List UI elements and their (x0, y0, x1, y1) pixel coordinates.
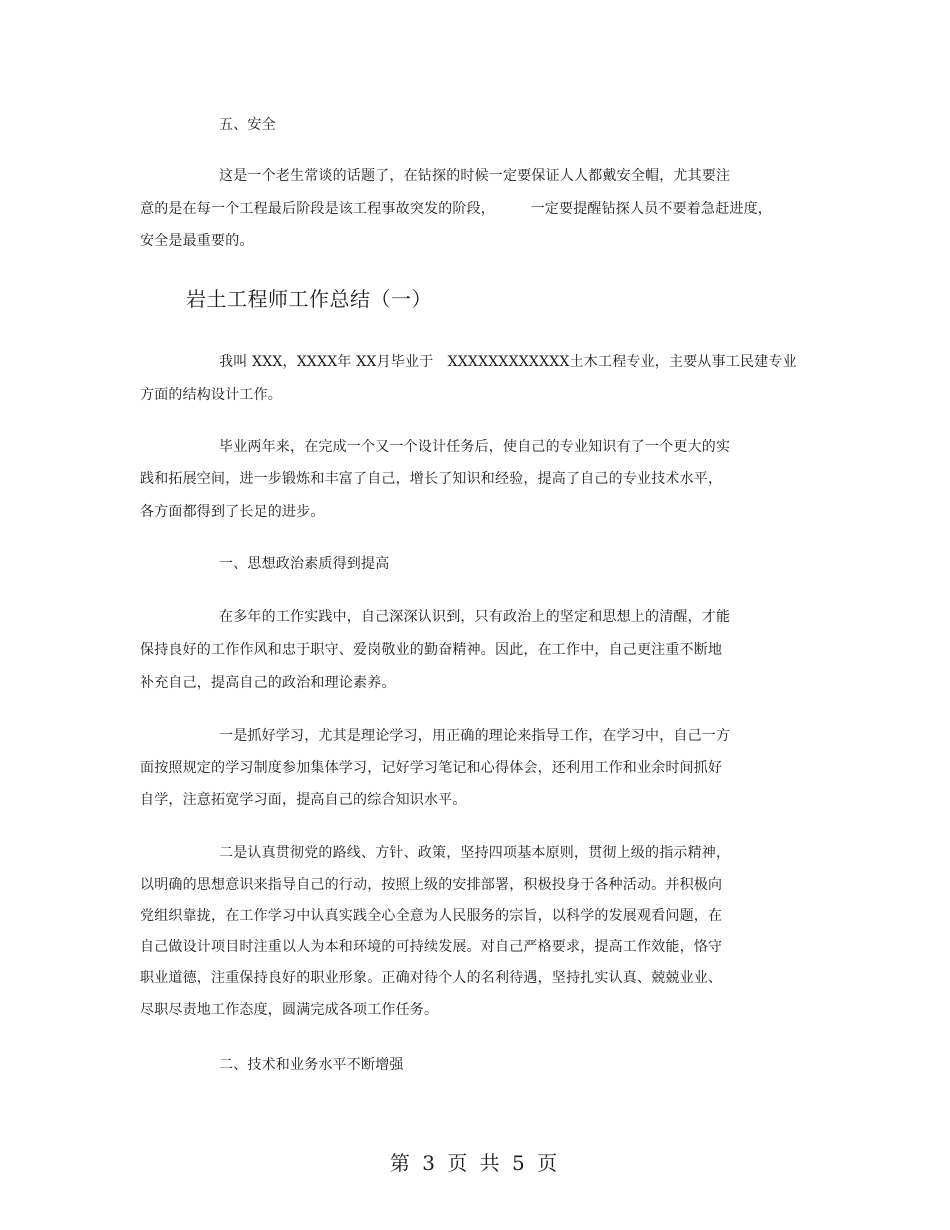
paragraph-line: 践和拓展空间，进一步锻炼和丰富了自己，增长了知识和经验，提高了自己的专业技术水平， (140, 471, 723, 487)
paragraph-line: 毕业两年来，在完成一个又一个设计任务后，使自己的专业知识有了一个更大的实 (219, 439, 731, 455)
paragraph-line: 保持良好的工作作风和忠于职守、爱岗敬业的勤奋精神。因此，在工作中，自己更注重不断地 (140, 642, 723, 658)
page-number-footer: 第 3 页 共 5 页 (389, 1151, 561, 1175)
paragraph-line: 意的是在每一个工程最后阶段是该工程事故突发的阶段， 一定要提醒钻探人员不要着急赶进度， (140, 201, 772, 217)
paragraph-line: 方面的结构设计工作。 (140, 387, 282, 403)
paragraph-line: 补充自己，提高自己的政治和理论素养。 (140, 675, 396, 691)
paragraph-line: 我叫 XXX，XXXX年 XX月毕业于 XXXXXXXXXXXX土木工程专业，主要从事工民建专业 (219, 354, 797, 370)
paragraph-line: 各方面都得到了长足的进步。 (140, 504, 325, 520)
paragraph-line: 一是抓好学习，尤其是理论学习，用正确的理论来指导工作，在学习中，自己一方 (219, 728, 731, 744)
paragraph-line: 自己做设计项目时注重以人为本和环境的可持续发展。对自己严格要求，提高工作效能，恪守 (140, 939, 723, 955)
subsection-title-technical: 二、技术和业务水平不断增强 (219, 1057, 404, 1073)
paragraph-line: 安全是最重要的。 (140, 233, 254, 249)
paragraph-line: 面按照规定的学习制度参加集体学习，记好学习笔记和心得体会，还利用工作和业余时间抓好 (140, 760, 723, 776)
paragraph-line: 在多年的工作实践中，自己深深认识到，只有政治上的坚定和思想上的清醒，才能 (219, 609, 731, 625)
document-heading: 岩土工程师工作总结（一） (186, 287, 432, 311)
paragraph-line: 这是一个老生常谈的话题了，在钻探的时候一定要保证人人都戴安全帽，尤其要注 (219, 168, 731, 184)
paragraph-line: 二是认真贯彻党的路线、方针、政策，坚持四项基本原则，贯彻上级的指示精神， (219, 845, 731, 861)
section-title-safety: 五、安全 (219, 117, 276, 133)
paragraph-line: 以明确的思想意识来指导自己的行动，按照上级的安排部署，积极投身于各种活动。并积极向 (140, 877, 723, 893)
paragraph-line: 自学，注意拓宽学习面，提高自己的综合知识水平。 (140, 792, 467, 808)
subsection-title-politics: 一、思想政治素质得到提高 (219, 556, 390, 572)
paragraph-line: 尽职尽责地工作态度，圆满完成各项工作任务。 (140, 1002, 439, 1018)
paragraph-line: 职业道德，注重保持良好的职业形象。正确对待个人的名利待遇，坚持扎实认真、兢兢业业、 (140, 970, 723, 986)
paragraph-line: 党组织靠拢，在工作学习中认真实践全心全意为人民服务的宗旨，以科学的发展观看问题，在 (140, 908, 723, 924)
